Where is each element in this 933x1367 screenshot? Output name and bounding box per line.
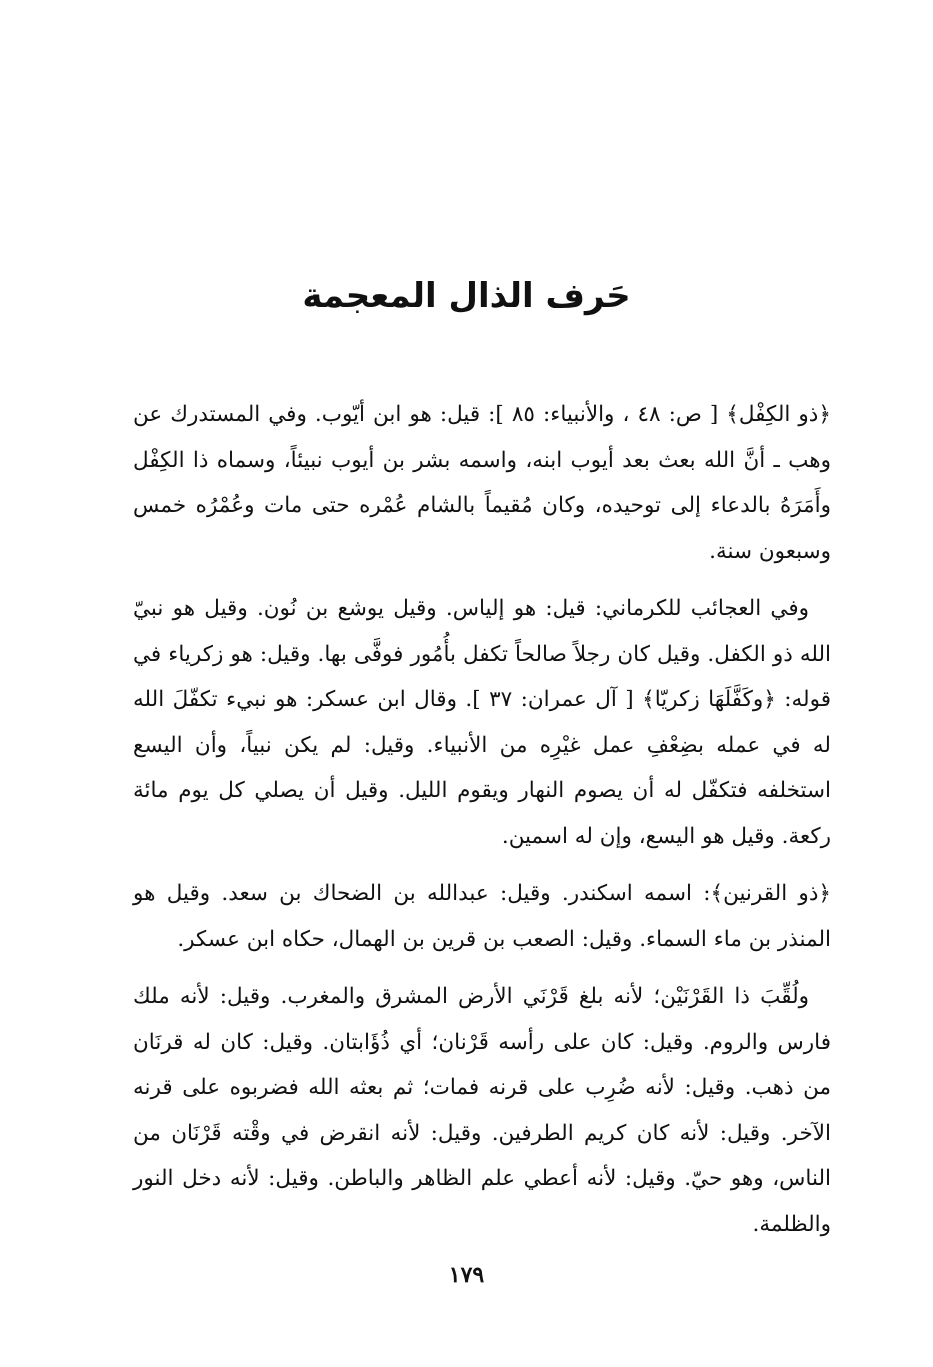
paragraph-laqab: ولُقِّبَ ذا القَرْنَيْن؛ لأنه بلغ قَرْنَي الأرض المشرق والمغرب. وقيل: لأنه ملك فارس والروم. وقيل: كان على رأسه قَرْنان؛ أي ذُؤَابتان. وقيل: كان له قرنَان من ذهب. وقيل: لأنه ضُرِب على قرنه فمات؛ ثم بعثه الله فضربوه على قرنه الآخر. وقيل: لأنه كان كريم الطرفين. وقيل: لأنه انقرض في وقْته قَرْنَان من الناس، وهو حيّ. وقيل: لأنه أعطي علم الظاهر والباطن. وقيل: لأنه دخل النور والظلمة. — [133, 984, 831, 1237]
page-number: ١٧٩ — [448, 1262, 485, 1288]
paragraph-dhul-qarnayn: ﴿ذو القرنين﴾: اسمه اسكندر. وقيل: عبدالله بن الضحاك بن سعد. وقيل هو المنذر بن ماء السماء. وقيل: الصعب بن قرين بن الهمال، حكاه ابن عسكر. — [133, 881, 831, 952]
body-text — [133, 392, 831, 1259]
paragraph-dhul-kifl: ﴿ذو الكِفْل﴾ [ ص: ٤٨ ، والأنبياء: ٨٥ ]: قيل: هو ابن أيّوب. وفي المستدرك عن وهب ـ أنَّ الله بعث بعد أيوب ابنه، واسمه بشر بن أيوب نبيئاً، وسماه ذا الكِفْل وأَمَرَهُ بالدعاء إلى توحيده، وكان مُقيماً بالشام عُمْره حتى مات وعُمْرُه خمس وسبعون سنة. — [133, 402, 831, 564]
paragraph-kirmani: وفي العجائب للكرماني: قيل: هو إلياس. وقيل يوشع بن نُون. وقيل هو نبيّ الله ذو الكفل. وقيل كان رجلاً صالحاً تكفل بأُمُور فوفَّى بها. وقيل: هو زكرياء في قوله: ﴿وكَفَّلَهَا زكريّا﴾ [ آل عمران: ٣٧ ]. وقال ابن عسكر: هو نبيء تكفّلَ الله له في عمله بضِعْفِ عمل غيْرِه من الأنبياء. وقيل: لم يكن نبياً، وأن اليسع استخلفه فتكفّل له أن يصوم النهار ويقوم الليل. وقيل أن يصلي كل يوم مائة ركعة. وقيل هو اليسع، وإن له اسمين. — [133, 596, 831, 849]
chapter-title: حَرف الذال المعجمة — [302, 276, 631, 316]
